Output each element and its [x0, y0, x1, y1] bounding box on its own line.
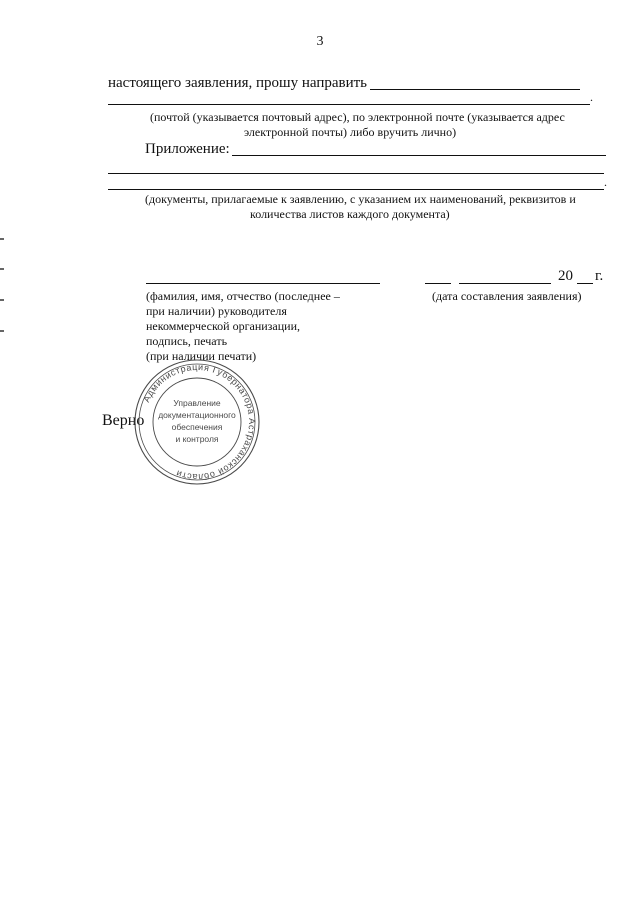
signer-caption-line5: (при наличии печати)	[146, 349, 257, 363]
signer-caption-line1: (фамилия, имя, отчество (последнее –	[146, 289, 340, 303]
seal-line-3: обеспечения	[171, 422, 223, 432]
period-mark: .	[590, 90, 593, 104]
year-suffix: г.	[595, 268, 604, 284]
signature-fill-line	[146, 283, 380, 284]
attachment-label: Приложение:	[145, 141, 230, 157]
official-seal	[128, 358, 266, 486]
request-fill-line	[370, 89, 580, 90]
delivery-note-line2: электронной почты) либо вручить лично)	[244, 125, 457, 139]
period-mark: .	[604, 175, 607, 189]
scan-edge-mark	[0, 330, 4, 332]
signer-caption-line4: подпись, печать	[146, 334, 228, 348]
documents-note-line1: (документы, прилагаемые к заявлению, с указанием их наименований, реквизитов и	[145, 192, 576, 206]
verified-label: Верно	[102, 412, 145, 429]
scan-edge-mark	[0, 268, 4, 270]
attachment-fill-line-3	[108, 189, 604, 190]
address-fill-line	[108, 104, 590, 105]
scan-edge-mark	[0, 299, 4, 301]
date-month-line	[459, 283, 551, 284]
seal-line-4: и контроля	[175, 434, 219, 444]
documents-note-line2: количества листов каждого документа)	[250, 207, 450, 221]
seal-line-2: документационного	[158, 410, 236, 420]
page-number: 3	[316, 34, 324, 49]
date-caption: (дата составления заявления)	[432, 289, 582, 303]
attachment-fill-line-2	[108, 173, 604, 174]
seal-line-1: Управление	[173, 398, 221, 408]
attachment-fill-line	[232, 155, 606, 156]
signer-caption-line2: при наличии) руководителя	[146, 304, 287, 318]
scan-edge-mark	[0, 238, 4, 240]
request-text: настоящего заявления, прошу направить	[108, 75, 368, 91]
delivery-note-line1: (почтой (указывается почтовый адрес), по электронной почте (указывается адрес	[150, 110, 565, 124]
date-day-line	[425, 283, 451, 284]
signer-caption-line3: некоммерческой организации,	[146, 319, 301, 333]
year-prefix: 20	[558, 268, 573, 284]
year-fill-line	[577, 283, 593, 284]
seal-ring-text: Администрация Губернатора Астраханской области	[141, 361, 258, 483]
